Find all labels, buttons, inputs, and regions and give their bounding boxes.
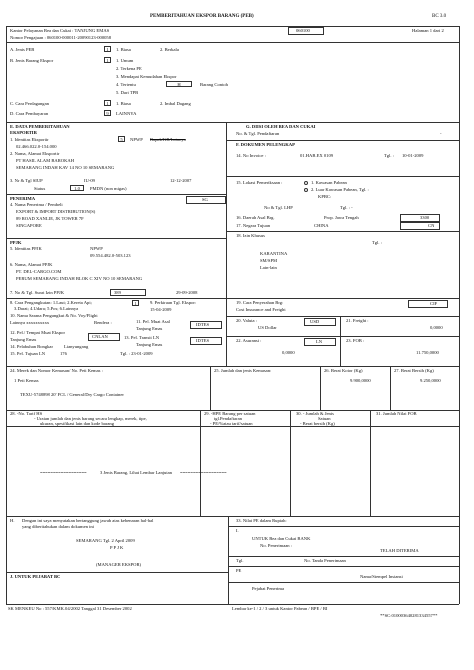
divider <box>228 582 459 583</box>
jb-opt2: 2. Terkena PE <box>116 66 142 71</box>
valuta-label: 20. Valuta : <box>236 318 257 323</box>
tujuan-value: Tanjung Emas <box>136 342 163 347</box>
divider-vertical <box>390 366 391 410</box>
identitas-value: 02.466.022.0-154.000 <box>16 144 57 149</box>
cara-penyerahan-label: 19. Cara Penyerahan Brg: <box>236 300 284 305</box>
col30c-header: - Berat bersih (Kg) <box>300 421 335 426</box>
col28-header: 28. -No. Tarif HS <box>10 411 43 416</box>
jb-opt1: 1. Umum <box>116 58 134 63</box>
divider <box>6 238 226 239</box>
eksportir-header: EKSPORTIR <box>10 130 37 135</box>
declaration-line2: yang diberitahukan dalam dokumen ini <box>22 524 94 529</box>
cara-penyerahan-text: Cost Insurance and Freight <box>236 307 286 312</box>
col28c-header: ukuran, spesifikasi lain dan kode barang <box>40 421 114 426</box>
daerah-value: Prop. Jawa Tengah <box>324 215 359 220</box>
bongkar-value: Lianyungang <box>64 344 89 349</box>
kantor-pelayanan: Kantor Pelayanan Bea dan Cukai : TANJUNG EMAS <box>10 28 110 33</box>
valuta-text: US Dollar <box>258 325 277 330</box>
divider <box>6 122 459 123</box>
ppjk-izin-tgl: 29-09-2008 <box>176 290 198 295</box>
status-text: PMDN (non migas) <box>90 186 127 191</box>
muat-ekspor-value: Tanjung Emas <box>10 337 37 342</box>
bongkar-label: 14. Pelabuhan Bongkar <box>10 344 53 349</box>
col30b-header: Satuan <box>318 416 331 421</box>
negara-value: CHINA <box>314 223 329 228</box>
divider <box>226 316 459 317</box>
daerah-code: 3300 <box>420 215 430 220</box>
divider-vertical <box>200 410 201 516</box>
nama-stempel: Nama/Stempel Instansi <box>360 574 403 579</box>
sign-title: (MANAGER EKSPOR) <box>96 562 142 567</box>
section-g-title: G. DIISI OLEH BEA DAN CUKAI <box>246 124 316 129</box>
jumlah-label: 25. Jumlah dan jenis Kemasan: <box>214 368 272 373</box>
rencana-value: 15-04-2009 <box>150 307 172 312</box>
divider <box>226 336 459 337</box>
lokasi-opt1: 1. Kawasan Pabean <box>311 180 347 185</box>
berat-bersih-label: 27. Berat Bersih (Kg) <box>394 368 434 373</box>
divider <box>228 526 459 527</box>
cara-pengangkutan-box[interactable]: 1 <box>132 300 139 306</box>
ppjk-id-label: 5. Identitas PPJK <box>10 246 42 251</box>
divider <box>6 366 459 367</box>
invoice-label: 14. No Invoice : <box>236 153 266 158</box>
ppjk-header: PPJK <box>10 240 22 245</box>
barang-summary: 3 Jenis Barang, Lihat Lembar Lanjutan <box>100 470 172 475</box>
identitas-type-box[interactable]: 5 <box>118 136 125 142</box>
divider-vertical <box>340 316 341 366</box>
frame-top <box>6 26 459 27</box>
col31-header: 31. Jumlah Nilai FOB <box>376 411 417 416</box>
berat-kotor-value: 9.900,0000 <box>350 378 371 383</box>
penerima-city: SINGAPORE <box>16 223 42 228</box>
dashes-right: ================== <box>180 470 227 475</box>
jb-opt4-extra: Barang Contoh <box>200 82 228 87</box>
jenis-peb-opt2: 2. Berkala <box>160 47 179 52</box>
dashes-left: ================== <box>40 470 87 475</box>
penerima-country: SG <box>202 197 208 202</box>
cara-pengangkutan-opts: 3.Darat; 4.Udara; 5.Pos; 6.Lainnya <box>14 306 79 311</box>
identitas-label: 1. Identitas Eksportir <box>10 137 49 142</box>
col28b-header: - Uraian jumlah dan jenis barang secara lengkap, merek, tipe, <box>34 416 147 421</box>
lain-lain: Lain-lain <box>260 265 277 270</box>
divider <box>226 176 459 177</box>
sarana-label: 10. Nama Sarana Pengangkut & No. Voy/Flight <box>10 313 98 318</box>
ppjk-nama: PT. DEL-CARGO.COM <box>16 269 62 274</box>
kpbc-label: KPBC: <box>318 194 332 199</box>
pe-label: PE <box>236 568 242 573</box>
siup-label: 3. Nr & Tgl SIUP <box>10 178 43 183</box>
f-header: F. DOKUMEN PELENGKAP <box>236 142 295 147</box>
freight-value: 0,0000 <box>430 325 443 330</box>
muat-label: 11. Pel. Muat Asal <box>136 319 170 324</box>
invoice-value: 01.HAB.EX 0109 <box>300 153 334 158</box>
peti-kemas-label: 1 Peti Kemas <box>14 378 39 383</box>
nomor-pengajuan: Nomor Pengajuan : 060100-000011-20090123-000058 <box>10 35 112 40</box>
transit-label: 13. Pel. Transit LN <box>124 335 160 340</box>
sk-menkeu: SK MENKEU No : 557/KMK.04/2002 Tanggal 31 Desember 2002 <box>8 606 132 611</box>
invoice-tgl: 10-01-2009 <box>402 153 424 158</box>
divider <box>6 42 459 43</box>
invoice-tgl-label: Tgl. : <box>384 153 394 158</box>
cara-pengangkutan-label: 8. Cara Pengangkutan: 1.Laut; 2.Kereta Api; <box>10 300 92 305</box>
cara-pembayaran-box[interactable]: 9 <box>104 110 111 116</box>
lembar-info: Lembar ke-1 / 2 / 3 untuk Kantor Pabean / BPE / BI <box>232 606 328 611</box>
divider <box>6 194 226 195</box>
jenis-peb-label: A. Jenis PEB <box>10 47 35 52</box>
identitas-type: NPWP <box>130 137 143 142</box>
office-code: 060100 <box>296 28 310 33</box>
izin-tgl: Tgl. : <box>372 240 382 245</box>
cp-opt1: 1. Biasa <box>116 101 131 106</box>
ppjk-nama-label: 6. Nama, Alamat PPJK <box>10 262 53 267</box>
muat-value: Tanjung Emas <box>136 326 163 331</box>
bendera-label: Bendera : <box>94 320 112 325</box>
daerah-label: 16. Daerah Asal Brg. <box>236 215 275 220</box>
form-code: BC 3.0 <box>432 14 447 19</box>
col29c-header: - PE/%atau tarif/satuan <box>210 421 253 426</box>
radio-icon[interactable] <box>304 181 308 185</box>
ppjk-izin-label: 7. No & Tgl. Surat Izin PPJK <box>10 290 65 295</box>
divider-vertical <box>226 122 227 366</box>
frame-left <box>6 26 7 604</box>
jenis-barang-label: B. Jenis Barang Ekspor <box>10 58 54 63</box>
muat-code: IDTES <box>196 322 210 327</box>
cara-penyerahan-box <box>408 300 448 308</box>
status-box[interactable]: 1.0 <box>70 185 84 191</box>
karantina: KARANTINA <box>260 251 288 256</box>
lhp-tgl: Tgl. : - <box>340 205 353 210</box>
tujuan-code: IDTES <box>196 338 210 343</box>
sign-role: P P J K <box>110 545 124 550</box>
valuta-code-box <box>304 318 336 326</box>
negara-label: 17. Negara Tujuan <box>236 223 271 228</box>
section-e-title: E. DATA PEMBERITAHUAN <box>10 124 70 129</box>
divider <box>226 140 459 141</box>
col29-header: 29. -HPE Barang per satuan <box>204 411 256 416</box>
penerima-name: EXPORT & IMPORT DISTRIBUTION(S) <box>16 209 96 214</box>
jenis-peb-opt1: 1. Biasa <box>116 47 131 52</box>
siup-tgl: 12-12-2007 <box>170 178 192 183</box>
declaration-label: H. <box>10 518 15 523</box>
merek-label: 24. Merek dan Nomor Kemasan/ No. Peti Kemas : <box>10 368 103 373</box>
rencana-label: 9. Perkiraan Tgl. Ekspor: <box>150 300 197 305</box>
bc-label: I. <box>236 528 239 533</box>
ppjk-izin-no: 389 <box>114 290 121 295</box>
nama-label: 2. Nama, Alamat Eksportir <box>10 151 60 156</box>
muat-ekspor-label: 12. Pel./ Tempat Muat Ekspor <box>10 330 65 335</box>
berat-bersih-value: 9.250,0000 <box>420 378 441 383</box>
jb-opt3: 3. Mendapat Kemudahan Ekspor <box>116 74 177 79</box>
divider <box>226 231 459 232</box>
penerima-label: 4. Nama Penerima / Pembeli <box>10 202 63 207</box>
penerima-addr: 89 ROAD XANLIE, JK TOWER 7F <box>16 216 84 221</box>
divider <box>6 516 459 517</box>
cara-pembayaran-text: LAINNYA <box>116 111 137 116</box>
asuransi-value: 0,0000 <box>282 350 295 355</box>
siup-no: IU-09 <box>84 178 95 183</box>
divider-vertical <box>320 366 321 410</box>
page-number: Halaman 1 dari 2 <box>412 28 444 33</box>
divider-vertical <box>228 516 229 604</box>
cp-opt2: 2. Imbal Dagang <box>160 101 191 106</box>
valuta-code: USD <box>310 319 320 324</box>
divider <box>228 566 459 567</box>
berat-kotor-label: 26. Berat Kotor (Kg) <box>324 368 363 373</box>
fob-label: 23. FOB : <box>346 338 365 343</box>
divider <box>228 556 459 557</box>
no-tgl-pendaftaran: No. & Tgl. Pendaftaran <box>236 131 280 136</box>
col29b-header: tgl.Pendaftaran <box>214 416 242 421</box>
lokasi-opt2: 2. Luar Kawasan Pabean, Tgl. : <box>311 187 369 192</box>
telah-diterima: TELAH DITERIMA <box>380 548 419 553</box>
sign-place: SEMARANG Tgl. 2 April 2009 <box>76 538 135 543</box>
col30-header: 30. - Jumlah & Jenis <box>296 411 334 416</box>
sarana-value: Lainnya xxxxxxxxxx <box>10 320 50 325</box>
no-penerimaan: No. Penerimaan : <box>260 543 293 548</box>
cara-penyerahan-value: CIF <box>430 301 438 306</box>
frame-right <box>459 26 460 604</box>
cara-perdagangan-label: C. Cara Perdagangan <box>10 101 49 106</box>
cara-pembayaran-label: D. Cara Pembayaran <box>10 111 49 116</box>
penerima-header: PENERIMA <box>10 196 36 201</box>
jenis-barang-box[interactable]: 1 <box>104 57 111 63</box>
negara-code: CN <box>428 223 435 228</box>
lokasi-label: 15. Lokasi Pemeriksaan : <box>236 180 283 185</box>
jb-opt4: 4. Tertentu <box>116 82 136 87</box>
barcode-text: **SC:010003640281334557** <box>380 613 438 618</box>
izin-label: 18. Izin Khusus <box>236 233 265 238</box>
identitas-status: Bapak/KB/Lainnya <box>150 137 186 142</box>
asuransi-code: LN <box>316 339 323 344</box>
tgl-footer-label: Tgl. <box>236 558 244 563</box>
divider-vertical <box>210 366 211 410</box>
page-title: PEMBERITAHUAN EKSPOR BARANG (PEB) <box>150 14 254 19</box>
frame-bottom <box>6 604 459 605</box>
bc-text: UNTUK Bea dan Cukai BANK <box>252 536 311 541</box>
container-value: TEXU-5748898 20' FCL / General/Dry Cargo Container <box>20 392 124 397</box>
alamat-value: SEMARANG INDAH KAV 14 NO 10 SEMARANG <box>16 165 115 170</box>
declaration-line1: Dengan ini saya menyatakan bertanggung jawab atas kebenaran hal-hal <box>22 518 154 523</box>
lhp-label: No & Tgl. LHP <box>264 205 293 210</box>
fob-value: 11.750,0000 <box>416 350 439 355</box>
ppjk-id-type: NPWP <box>90 246 103 251</box>
transit-code: CNLAN <box>92 334 108 339</box>
status-label: Status <box>34 186 46 191</box>
jenis-peb-box[interactable]: 1 <box>104 46 111 52</box>
smspm: SM/SPM <box>260 258 278 263</box>
no-176: 176 <box>60 351 67 356</box>
tanda-tangan-label: No. Tanda Penerimaan <box>304 558 346 563</box>
divider-vertical <box>370 410 371 516</box>
nilai-pe-label: 33. Nilai PE dalam Rupiah: <box>236 518 287 523</box>
tujuan-label: 15. Pel. Tujuan LN <box>10 351 46 356</box>
untuk-pejabat: J. UNTUK PEJABAT BC <box>10 574 61 579</box>
pejabat-label: Pejabat Penerima <box>252 586 285 591</box>
asuransi-label: 22. Asuransi : <box>236 338 262 343</box>
ppjk-id-value: 09.554.482.0-503.123 <box>90 253 131 258</box>
divider <box>6 572 228 573</box>
divider-vertical <box>290 410 291 516</box>
divider <box>6 298 459 299</box>
tgl-dash: - <box>440 131 442 136</box>
cara-perdagangan-box[interactable]: 1 <box>104 100 111 106</box>
freight-label: 21. Freight : <box>346 318 369 323</box>
jb-opt4-box[interactable]: H <box>166 81 192 87</box>
jb-opt5: 5. Dari TPB <box>116 90 139 95</box>
tgl-label: Tgl. : 23-01-2009 <box>120 351 153 356</box>
ppjk-alamat: PERUM SEMARANG INDAH BLOK C XIV NO 10 SEMARANG <box>16 276 143 281</box>
nama-value: PT HASIL ALAM BAROKAH <box>16 158 75 163</box>
radio-icon[interactable] <box>304 188 308 192</box>
